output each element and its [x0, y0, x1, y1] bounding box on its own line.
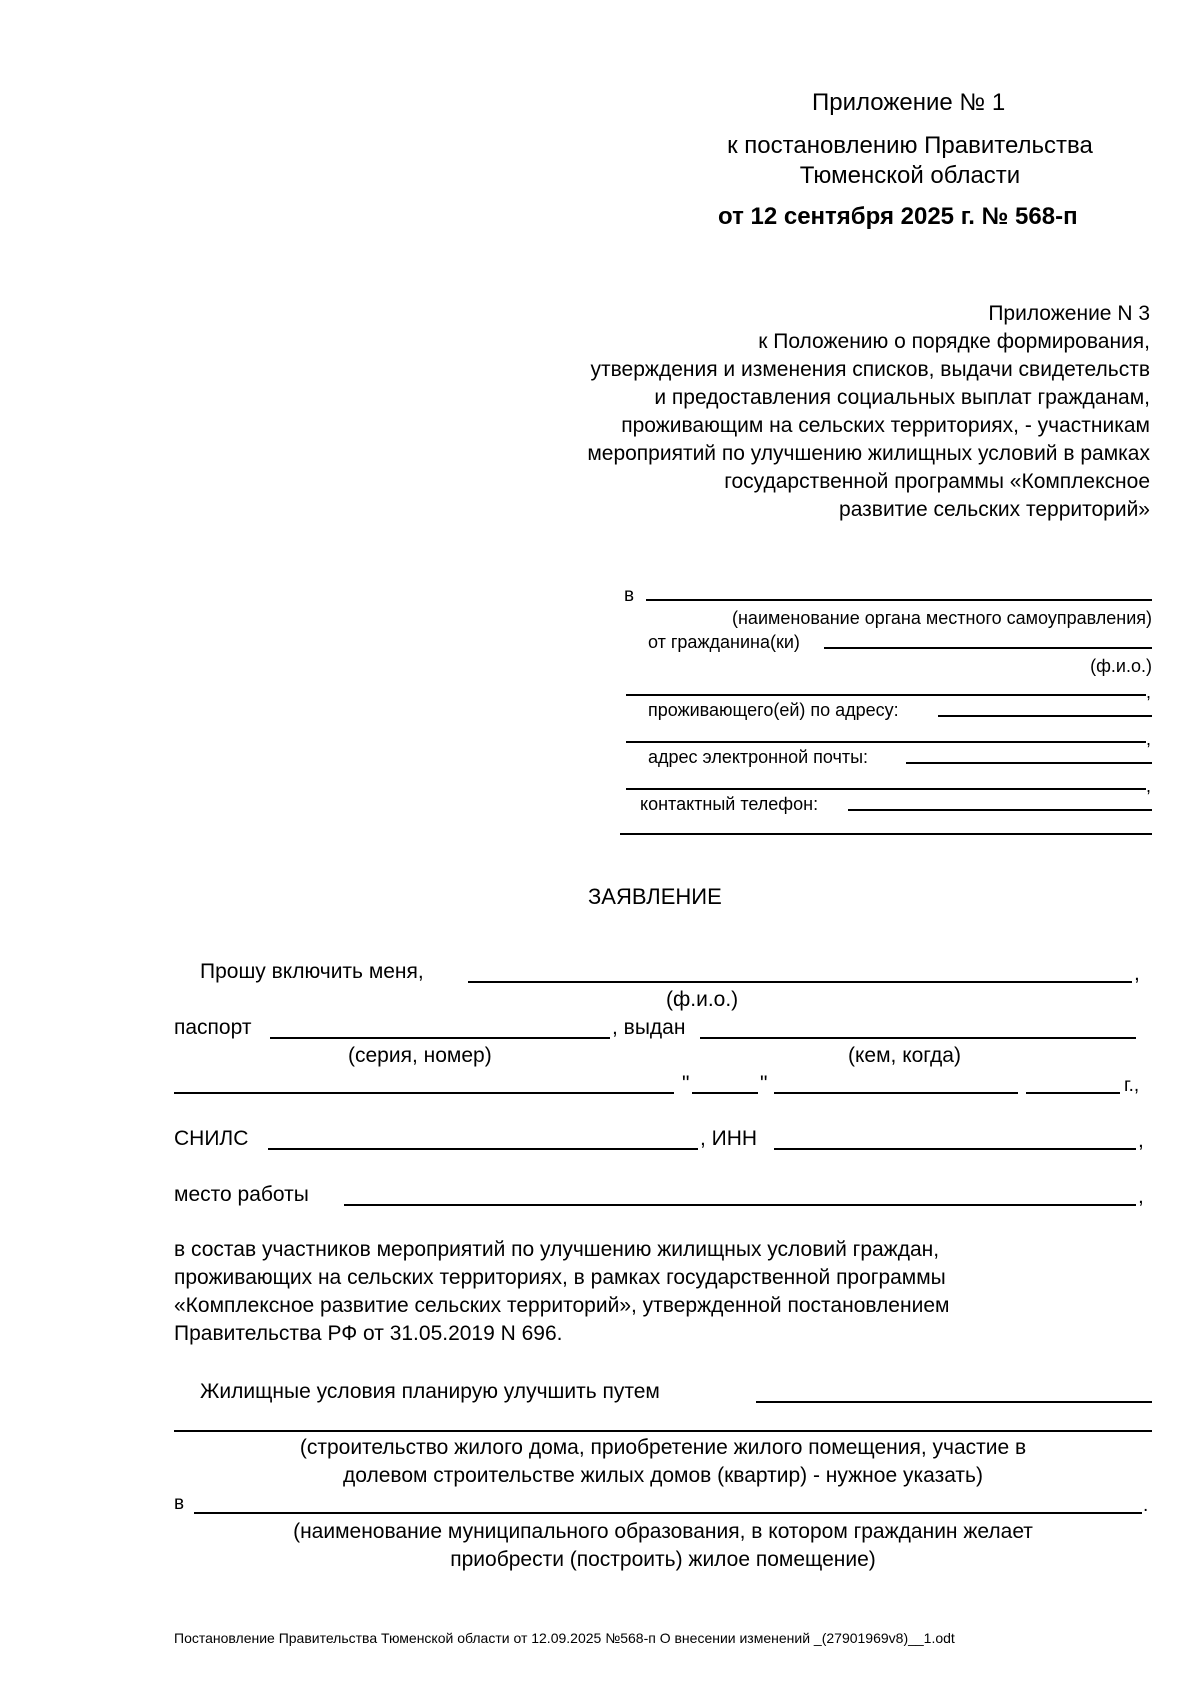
resolution-reference: к постановлению Правительства [727, 132, 1093, 159]
residing-address-label: проживающего(ей) по адресу: [648, 700, 899, 720]
from-citizen-label: от гражданина(ки) [648, 632, 800, 652]
form-title: ЗАЯВЛЕНИЕ [588, 884, 722, 909]
body-paragraph [174, 1236, 1152, 1348]
footer-document-reference: Постановление Правительства Тюменской области от 12.09.2025 №568-п О внесении изменений _(27901969v8)__1.odt [174, 1630, 955, 1646]
housing-improvement-continuation-field[interactable] [174, 1430, 1152, 1432]
residing-address-continuation-field[interactable] [626, 741, 1146, 743]
residing-address-field[interactable] [938, 715, 1152, 717]
inn-field[interactable] [774, 1148, 1136, 1150]
snils-field[interactable] [268, 1148, 698, 1150]
issued-label: , выдан [612, 1016, 686, 1039]
applicant-fio-field[interactable] [468, 981, 1132, 983]
appendix3-block [390, 300, 1150, 524]
email-continuation-field[interactable] [626, 788, 1146, 790]
appendix3-line: развитие сельских территорий» [839, 498, 1150, 521]
citizen-fio-field[interactable] [824, 647, 1152, 649]
workplace-field[interactable] [344, 1204, 1136, 1206]
authority-hint: (наименование органа местного самоуправления) [732, 608, 1152, 628]
municipality-prefix: в [174, 1493, 185, 1514]
issue-day-field[interactable] [692, 1092, 758, 1094]
region-name: Тюменской области [799, 162, 1021, 189]
body-line: «Комплексное развитие сельских территорий», утвержденной постановлением [174, 1294, 950, 1317]
comma: , [1146, 776, 1152, 796]
quote-close: " [760, 1072, 768, 1095]
email-label: адрес электронной почты: [648, 747, 869, 767]
appendix3-line: Приложение N 3 [988, 302, 1150, 325]
appendix3-line: государственной программы «Комплексное [724, 470, 1150, 493]
appendix3-line: мероприятий по улучшению жилищных условий в рамках [587, 442, 1150, 465]
comma: , [1134, 962, 1140, 985]
citizen-fio-continuation-field[interactable] [626, 694, 1146, 696]
snils-label: СНИЛС [174, 1127, 249, 1150]
body-line: в состав участников мероприятий по улучшению жилищных условий граждан, [174, 1238, 940, 1261]
comma: , [1138, 1129, 1144, 1152]
municipality-hint-line-2: приобрести (построить) жилое помещение) [450, 1548, 876, 1571]
addressee-to-prefix: в [624, 585, 635, 606]
resolution-date-number: от 12 сентября 2025 г. № 568-п [718, 203, 1078, 230]
appendix3-line: к Положению о порядке формирования, [758, 330, 1150, 353]
fio-hint: (ф.и.о.) [666, 988, 739, 1011]
comma: , [1138, 1185, 1144, 1208]
appendix-title: Приложение № 1 [812, 89, 1006, 116]
period: . [1143, 1495, 1149, 1516]
housing-hint-line-2: долевом строительстве жилых домов (квартир) - нужное указать) [343, 1464, 983, 1487]
issuer-hint: (кем, когда) [848, 1044, 961, 1067]
fio-hint: (ф.и.о.) [1090, 656, 1152, 676]
year-suffix: г., [1124, 1075, 1140, 1096]
addressee-closing-line[interactable] [620, 833, 1152, 835]
series-number-hint: (серия, номер) [348, 1044, 492, 1067]
housing-improvement-label: Жилищные условия планирую улучшить путем [200, 1380, 660, 1403]
phone-field[interactable] [848, 809, 1152, 811]
issue-year-field[interactable] [1026, 1092, 1120, 1094]
inn-label: , ИНН [700, 1127, 758, 1150]
comma: , [1146, 682, 1152, 702]
passport-label: паспорт [174, 1016, 252, 1039]
appendix3-line: утверждения и изменения списков, выдачи свидетельств [590, 358, 1150, 381]
body-line: Правительства РФ от 31.05.2019 N 696. [174, 1322, 563, 1345]
email-field[interactable] [906, 762, 1152, 764]
housing-improvement-field[interactable] [756, 1401, 1152, 1403]
request-label: Прошу включить меня, [200, 960, 424, 983]
authority-name-field[interactable] [646, 599, 1152, 601]
phone-label: контактный телефон: [640, 794, 819, 814]
housing-hint-line-1: (строительство жилого дома, приобретение жилого помещения, участие в [299, 1436, 1027, 1459]
appendix3-line: и предоставления социальных выплат гражданам, [654, 386, 1150, 409]
passport-issuer-continuation-field[interactable] [174, 1092, 674, 1094]
municipality-field[interactable] [194, 1512, 1142, 1514]
appendix3-line: проживающим на сельских территориях, - участникам [621, 414, 1150, 437]
issue-month-field[interactable] [774, 1092, 1018, 1094]
comma: , [1146, 729, 1152, 749]
municipality-hint-line-1: (наименование муниципального образования, в котором гражданин желает [293, 1520, 1033, 1543]
passport-series-number-field[interactable] [270, 1037, 610, 1039]
passport-issuer-field[interactable] [700, 1037, 1136, 1039]
quote-open: " [682, 1072, 690, 1095]
body-line: проживающих на сельских территориях, в рамках государственной программы [174, 1266, 946, 1289]
workplace-label: место работы [174, 1183, 309, 1206]
